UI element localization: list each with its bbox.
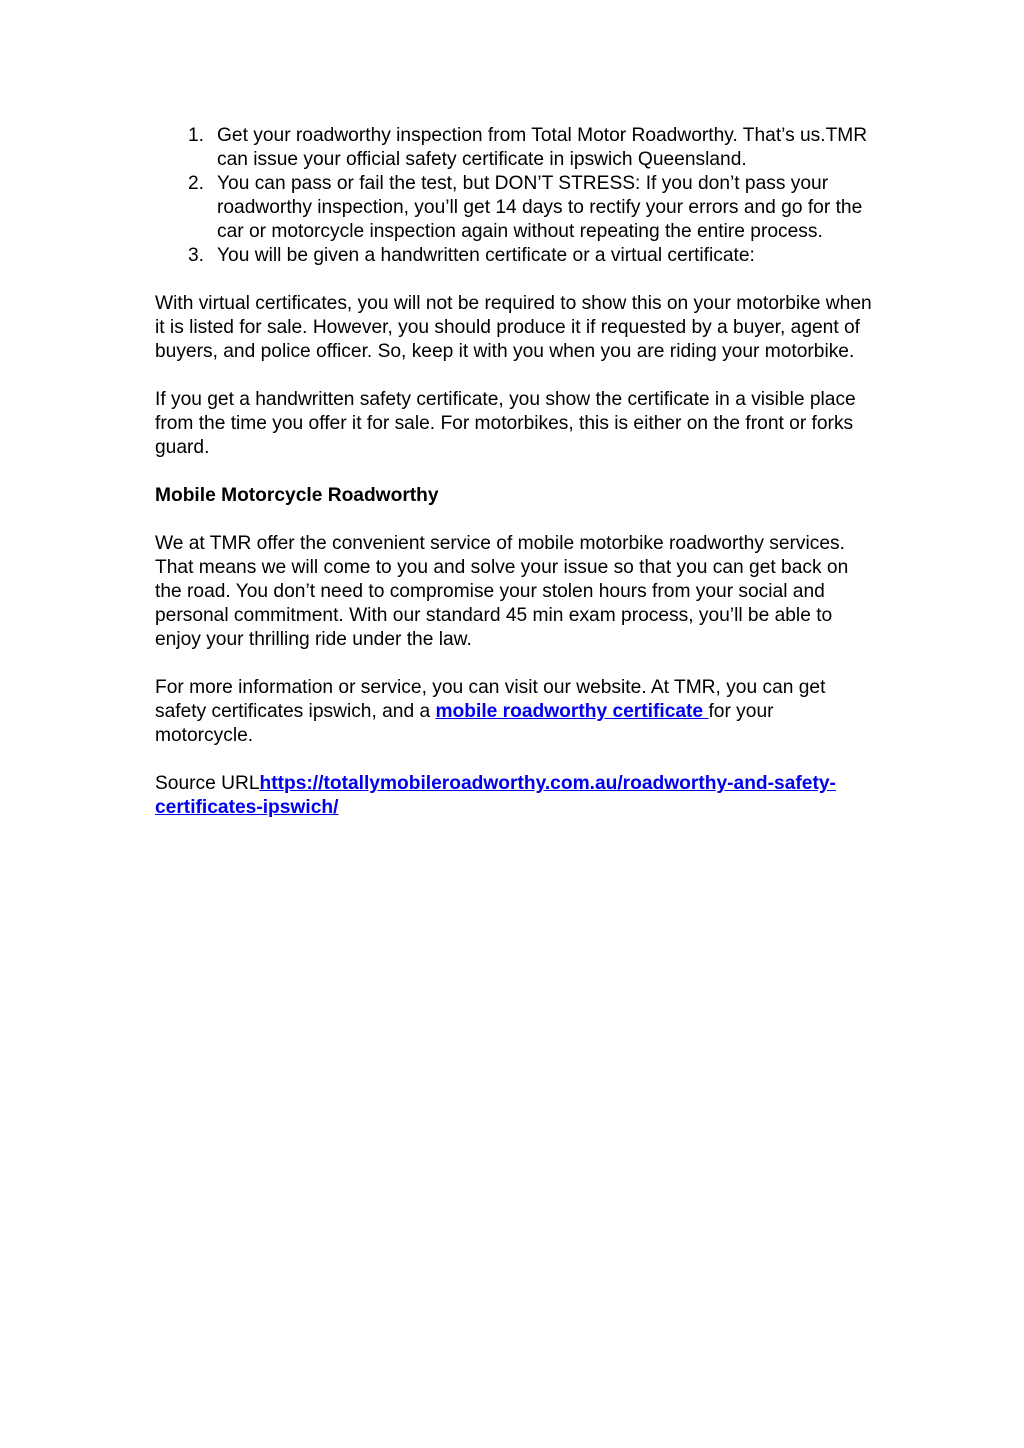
mobile-service-paragraph: We at TMR offer the convenient service of mobile motorbike roadworthy services. That means we will come to you and solve your issue so that you can get back on the road. You don’t need to compromise your stolen hours from your social and personal commitment. With our standard 45 min exam process, you’ll be able to enjoy your thrilling ride under the law. xyxy=(155,533,849,650)
virtual-certificate-paragraph: With virtual certificates, you will not be required to show this on your motorbike when it is listed for sale. However, you should produce it if requested by a buyer, agent of buyers, and police officer. So, keep it with you when you are riding your motorbike. xyxy=(155,293,872,362)
list-text: You can pass or fail the test, but DON’T STRESS: If you don’t pass your roadworthy inspection, you’ll get 14 days to rectify your errors and go for the car or motorcycle inspection again without repeating the entire process. xyxy=(217,173,863,242)
list-item xyxy=(155,124,875,172)
list-number: 1. xyxy=(187,125,204,146)
handwritten-certificate-paragraph: If you get a handwritten safety certificate, you show the certificate in a visible place from the time you offer it for sale. For motorbikes, this is either on the front or forks guard. xyxy=(155,389,856,458)
steps-list xyxy=(155,124,875,268)
section-heading: Mobile Motorcycle Roadworthy xyxy=(155,485,439,506)
list-text: You will be given a handwritten certificate or a virtual certificate: xyxy=(217,245,755,266)
more-info-paragraph xyxy=(155,676,875,748)
source-url-link[interactable]: https://totallymobileroadworthy.com.au/roadworthy-and-safety-certificates-ipswich/ xyxy=(155,773,836,818)
list-item xyxy=(155,244,875,268)
source-url-label: Source URL xyxy=(155,773,260,794)
document-page xyxy=(155,124,875,844)
more-info-text-end: for your motorcycle. xyxy=(155,701,774,746)
list-item xyxy=(155,172,875,244)
list-number: 2. xyxy=(187,173,204,194)
list-number: 3. xyxy=(187,245,204,266)
mobile-roadworthy-certificate-link[interactable]: mobile roadworthy certificate xyxy=(435,701,709,722)
source-url-paragraph xyxy=(155,772,875,820)
list-text: Get your roadworthy inspection from Total Motor Roadworthy. That’s us.TMR can issue your official safety certificate in ipswich Queensland. xyxy=(217,125,868,170)
more-info-text: For more information or service, you can visit our website. At TMR, you can get safety certificates ipswich, and a xyxy=(155,677,826,722)
